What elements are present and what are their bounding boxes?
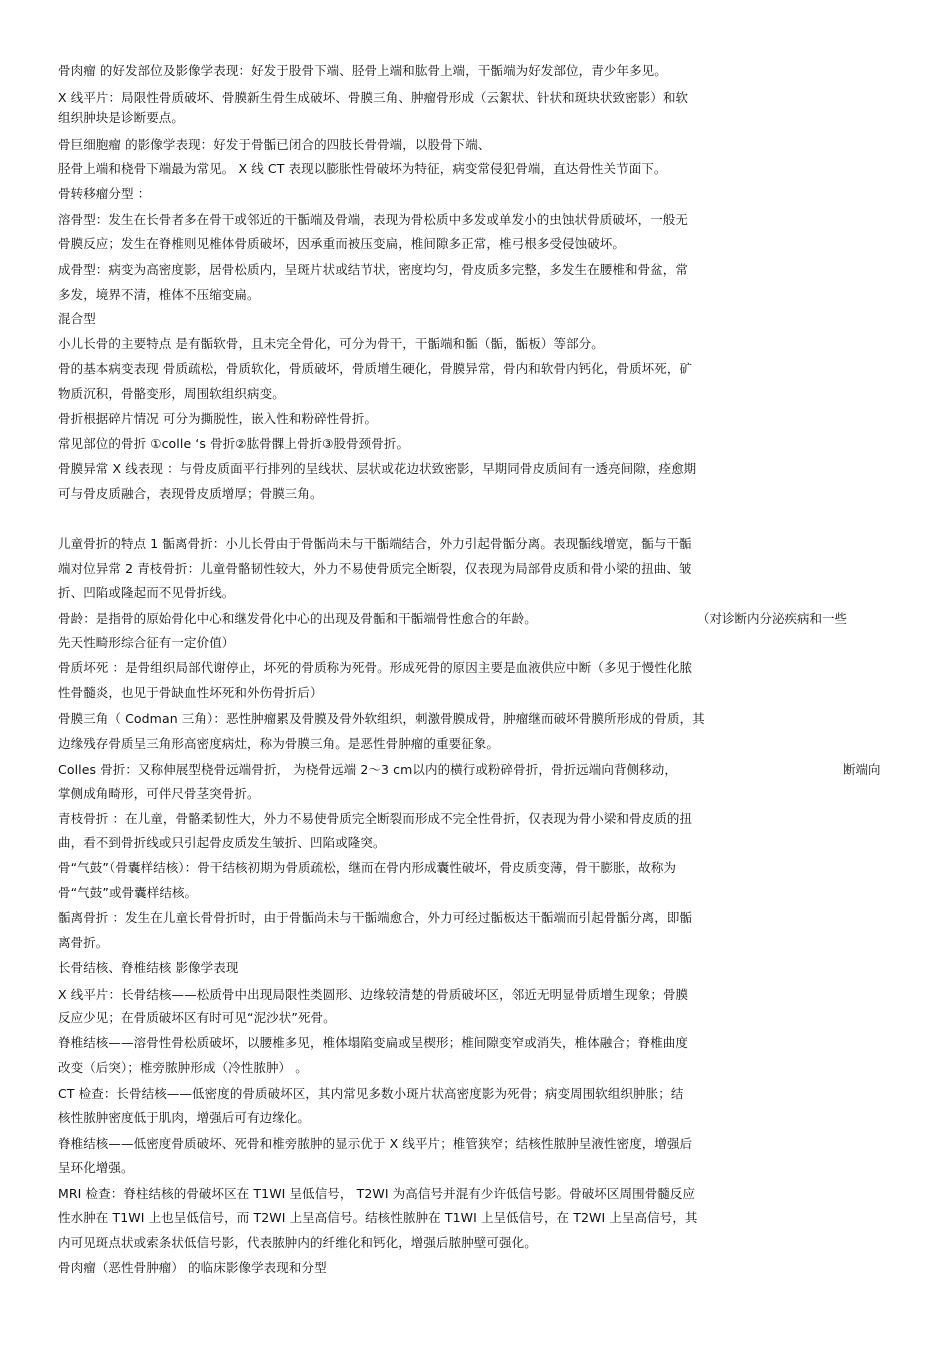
text-line: 骨肉瘤 的好发部位及影像学表现：好发于股骨下端、胫骨上端和肱骨上端，干骺端为好发部位，青少年多见。 <box>58 63 667 78</box>
text-line: X 线平片：长骨结核——松质骨中出现局限性类圆形、边缘较清楚的骨质破坏区，邻近无明显骨质增生现象；骨膜 <box>58 987 689 1002</box>
text-line: 混合型 <box>58 311 96 326</box>
text-line: 骨“气鼓”（骨囊样结核）：骨干结核初期为骨质疏松，继而在骨内形成囊性破坏，骨皮质变薄，骨干膨胀，故称为 <box>58 860 677 875</box>
text-line: 核性脓肿密度低于肌肉，增强后可有边缘化。 <box>58 1110 311 1125</box>
text-line: 反应少见；在骨质破坏区有时可见“泥沙状”死骨。 <box>58 1010 336 1025</box>
section-heading: 长骨结核、脊椎结核 影像学表现 <box>58 960 239 975</box>
text-line: 骨“气鼓”或骨囊样结核。 <box>58 885 198 900</box>
text-line: 性水肿在 T1WI 上也呈低信号，而 T2WI 上呈高信号。结核性脓肿在 T1WI 上呈低信号，在 T2WI 上呈高信号，其 <box>58 1210 698 1225</box>
text-line: 胫骨上端和桡骨下端最为常见。 X 线 CT 表现以膨胀性骨破坏为特征，病变常侵犯骨端，直达骨性关节面下。 <box>58 161 667 176</box>
text-line: 儿童骨折的特点 1 骺离骨折：小儿长骨由于骨骺尚未与干骺端结合，外力引起骨骺分离。表现骺线增宽，骺与干骺 <box>58 536 692 551</box>
text-line: Colles 骨折：又称伸展型桡骨远端骨折， 为桡骨远端 2～3 cm以内的横行或粉碎骨折，骨折远端向背侧移动， <box>58 762 677 777</box>
text-line: 呈环化增强。 <box>58 1160 134 1175</box>
text-line: 性骨髓炎，也见于骨缺血性坏死和外伤骨折后） <box>58 685 323 700</box>
text-line: 小儿长骨的主要特点 是有骺软骨，且未完全骨化，可分为骨干，干骺端和骺（骺，骺板）等部分。 <box>58 336 604 351</box>
text-line: 骨折根据碎片情况 可分为撕脱性，嵌入性和粉碎性骨折。 <box>58 411 378 426</box>
text-line: 骺离骨折 ：发生在儿童长骨骨折时，由于骨骺尚未与干骺端愈合，外力可经过骺板达干骺端而引起骨骺分离，即骺 <box>58 910 693 925</box>
text-line: X 线平片：局限性骨质破坏、骨膜新生骨生成破坏、骨膜三角、肿瘤骨形成（云絮状、针状和斑块状致密影）和软 <box>58 90 689 105</box>
text-line: 先天性畸形综合征有一定价值） <box>58 635 235 650</box>
text-line: 脊椎结核——低密度骨质破坏、死骨和椎旁脓肿的显示优于 X 线平片；椎管狭窄；结核性脓肿呈液性密度，增强后 <box>58 1136 693 1151</box>
text-line: 离骨折。 <box>58 935 109 950</box>
text-line: 折、凹陷或隆起而不见骨折线。 <box>58 585 235 600</box>
text-line: 改变（后突）；椎旁脓肿形成（冷性脓肿） 。 <box>58 1060 308 1075</box>
text-line: 骨质坏死 ：是骨组织局部代谢停止，坏死的骨质称为死骨。形成死骨的原因主要是血液供应中断（多见于慢性化脓 <box>58 660 693 675</box>
text-line: 骨膜三角（ Codman 三角）：恶性肿瘤累及骨膜及骨外软组织，刺激骨膜成骨，肿瘤继而破坏骨膜所形成的骨质，其 <box>58 711 705 726</box>
text-line: 内可见斑点状或索条状低信号影，代表脓肿内的纤维化和钙化，增强后脓肿壁可强化。 <box>58 1235 537 1250</box>
text-line: CT 检查：长骨结核——低密度的骨质破坏区，其内常见多数小斑片状高密度影为死骨；病变周围软组织肿胀；结 <box>58 1086 684 1101</box>
text-line-tail: （对诊断内分泌疾病和一些 <box>697 611 848 626</box>
text-line: 骨的基本病变表现 骨质疏松，骨质软化，骨质破坏，骨质增生硬化，骨膜异常，骨内和软骨内钙化，骨质坏死，矿 <box>58 361 693 376</box>
text-line: 多发，境界不清，椎体不压缩变扁。 <box>58 287 260 302</box>
text-line: 边缘残存骨质呈三角形高密度病灶，称为骨膜三角。是恶性骨肿瘤的重要征象。 <box>58 736 500 751</box>
text-line-tail: 断端向 <box>843 762 881 777</box>
text-line: 成骨型：病变为高密度影，居骨松质内，呈斑片状或结节状，密度均匀，骨皮质多完整，多发生在腰椎和骨盆，常 <box>58 262 689 277</box>
text-line: 脊椎结核——溶骨性骨松质破坏，以腰椎多见，椎体塌陷变扁或呈楔形；椎间隙变窄或消失，椎体融合；脊椎曲度 <box>58 1035 689 1050</box>
section-heading: 骨肉瘤（恶性骨肿瘤） 的临床影像学表现和分型 <box>58 1260 327 1275</box>
text-line: 骨膜异常 X 线表现 ：与骨皮质面平行排列的呈线状、层状或花边状致密影，早期同骨皮质间有一透亮间隙，痊愈期 <box>58 461 697 476</box>
text-line: 掌侧成角畸形，可伴尺骨茎突骨折。 <box>58 786 260 801</box>
text-line: 骨龄：是指骨的原始骨化中心和继发骨化中心的出现及骨骺和干骺端骨性愈合的年龄。 <box>58 611 537 626</box>
section-heading: 骨转移瘤分型 ： <box>58 186 151 201</box>
text-line: 可与骨皮质融合，表现骨皮质增厚；骨膜三角。 <box>58 486 323 501</box>
text-line: 青枝骨折 ：在儿童，骨骼柔韧性大，外力不易使骨质完全断裂而形成不完全性骨折，仅表现为骨小梁和骨皮质的扭 <box>58 811 693 826</box>
text-line: 溶骨型：发生在长骨者多在骨干或邻近的干骺端及骨端，表现为骨松质中多发或单发小的虫蚀状骨质破坏，一般无 <box>58 212 689 227</box>
text-line: 物质沉积，骨骼变形，周围软组织病变。 <box>58 386 285 401</box>
text-line: 骨膜反应；发生在脊椎则见椎体骨质破坏，因承重而被压变扁，椎间隙多正常，椎弓根多受侵蚀破坏。 <box>58 236 626 251</box>
text-line: 常见部位的骨折 ①colle ‘s 骨折②肱骨髁上骨折③股骨颈骨折。 <box>58 436 410 451</box>
text-line: 曲，看不到骨折线或只引起骨皮质发生皱折、凹陷或隆突。 <box>58 835 386 850</box>
text-line: 骨巨细胞瘤 的影像学表现：好发于骨骺已闭合的四肢长骨骨端，以股骨下端、 <box>58 137 491 152</box>
text-line: MRI 检查：脊柱结核的骨破坏区在 T1WI 呈低信号， T2WI 为高信号并混有少许低信号影。骨破坏区周围骨髓反应 <box>58 1186 696 1201</box>
text-line: 端对位异常 2 青枝骨折：儿童骨骼韧性较大，外力不易使骨质完全断裂，仅表现为局部骨皮质和骨小梁的扭曲、皱 <box>58 561 692 576</box>
text-line: 组织肿块是诊断要点。 <box>58 110 185 125</box>
